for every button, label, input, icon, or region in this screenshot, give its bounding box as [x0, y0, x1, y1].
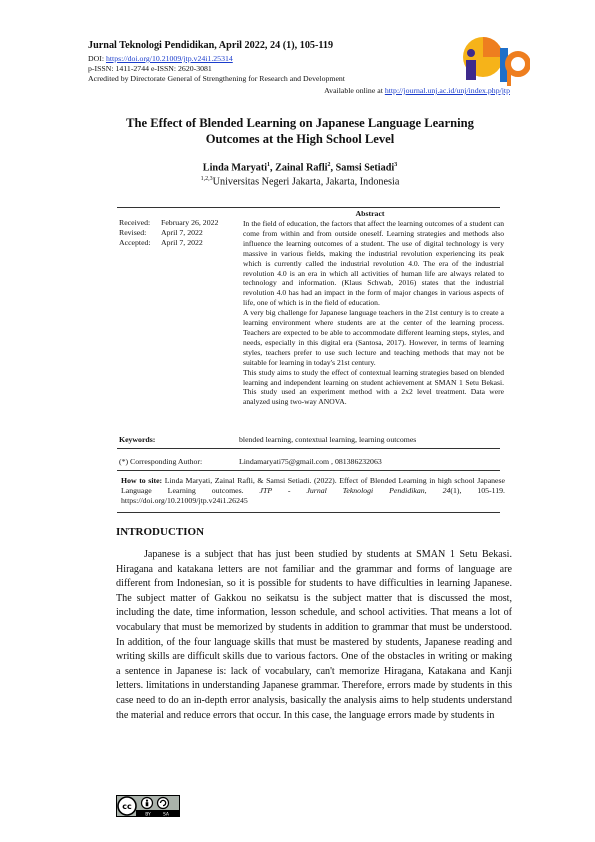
- sa-label: SA: [162, 812, 170, 817]
- attribution-icon-head: [146, 800, 148, 802]
- journal-citation-line: Jurnal Teknologi Pendidikan, April 2022, 24 (1), 105-119: [88, 40, 334, 51]
- date-value: February 26, 2022: [161, 218, 219, 227]
- author-2: Zainal Rafli: [275, 162, 328, 174]
- abstract-paragraph-3: This study aims to study the effect of contextual learning strategies based on blended learning and independent learning on student achievement at SMAN 1 Setu Bekasi. This study used an experiment method with a 2x2 level treatment. Data were analyzed using two-way ANOVA.: [243, 367, 504, 407]
- logo-dot-purple: [467, 49, 475, 57]
- paper-title: [80, 115, 520, 147]
- author-1: Linda Maryati: [202, 162, 268, 174]
- introduction-body: [116, 548, 512, 723]
- paper-title-line-2: Outcomes at the High School Level: [205, 132, 395, 146]
- online-label: Available online at: [324, 86, 385, 95]
- keywords-label: Keywords:: [119, 435, 156, 444]
- affiliation-sup: 1,2,3: [200, 176, 213, 182]
- cite-volume: 24: [442, 486, 451, 495]
- abstract-paragraph-2: A very big challenge for Japanese language teachers in the 21st century is to create a learning environment where students are at the center of the learning process. Teachers are expected to be able to accommodate different learning steps, styles, and needs, especially in this digital era (Santosa, 2017). However, in terms of learning styles, teachers prefer to use such lecture and teaching methods that may not be suitable for learning in today's 21st century.: [243, 308, 504, 367]
- author-1-sup: 1: [267, 162, 271, 168]
- corresponding-author-contact: Lindamaryati75@gmail.com , 081386232063: [239, 457, 382, 466]
- logo-bar-purple: [466, 60, 476, 80]
- date-row-accepted: [119, 238, 218, 248]
- cite-journal: JTP - Jurnal Teknologi Pendidikan: [259, 486, 425, 495]
- cite-text-2: ,: [424, 486, 443, 495]
- date-label: Received:: [119, 218, 151, 227]
- date-label: Revised:: [119, 228, 147, 237]
- abstract-top-rule: [117, 207, 500, 208]
- doi-label: DOI:: [88, 54, 106, 63]
- citation-bottom-rule: [117, 512, 500, 513]
- author-2-sup: 2: [327, 162, 331, 168]
- cite-lead: How to site:: [121, 476, 163, 485]
- accreditation-line: Acredited by Directorate General of Strengthening for Research and Development: [88, 74, 345, 83]
- affiliation-text: Universitas Negeri Jakarta, Jakarta, Indonesia: [212, 176, 400, 188]
- date-row-received: [119, 218, 218, 228]
- introduction-paragraph: Japanese is a subject that has just been studied by students at SMAN 1 Setu Bekasi. Hiragana and katakana letters are not familiar and the grammar and forms of language are different from Indonesian, so it is possible for students to have difficulties in learning Japanese. The subject matter of Gakkou no seikatsu is the subject matter that is discussed the most, including the date, time information, lesson schedule, and school activities. That means a lot of vocabulary that must be memorized by students in addition to grammar that must be understood. In addition, of the four language skills that must be mastered by students, Japanese reading and writing skills are difficult skills due to various factors. One of the obstacles in writing or making a sentence in Japanese is: lack of vocabulary, can't memorize Hiragana, Katakana and Kanji letters. limitations in understanding Japanese grammar. Therefore, errors made by students in this case need to do an in-depth error analysis, basically the analysis aims to help students understand the material and reduce errors that occur. In this case, the language errors made by students in: [116, 549, 512, 721]
- author-sep-2: ,: [330, 162, 336, 174]
- attribution-icon-body: [146, 802, 149, 806]
- issn-line: p-ISSN: 1411-2744 e-ISSN: 2620-3081: [88, 64, 212, 73]
- cite-text-3: (1), 105-119. https://doi.org/10.21009/jtp.v24i1.26245: [121, 486, 506, 505]
- doi-link[interactable]: https://doi.org/10.21009/jtp.v24i1.25314: [105, 54, 233, 63]
- abstract-body: [243, 219, 504, 407]
- article-dates: [119, 218, 218, 248]
- corresponding-rule: [117, 470, 500, 471]
- journal-url-link[interactable]: http://journal.unj.ac.id/unj/index.php/jtp: [384, 86, 510, 95]
- share-alike-icon: [158, 798, 169, 809]
- jtp-logo: [458, 30, 530, 86]
- author-3-sup: 3: [394, 162, 398, 168]
- keywords-value: blended learning, contextual learning, learning outcomes: [239, 435, 417, 444]
- author-3: Samsi Setiadi: [335, 162, 395, 174]
- cc-by-sa-license-badge[interactable]: [116, 795, 180, 817]
- date-value: April 7, 2022: [161, 238, 203, 247]
- abstract-paragraph-1: In the field of education, the factors that affect the learning outcomes of a student can come from within and from outside oneself. Learning strategies and methods also influence the learning outcomes of a student. The use of digital technology is very massive in various fields, making the industrial revolution experiencing its peak which is currently called the industrial revolution 4.0. The era of the industrial revolution 4.0 is an era in which all activities of human life are always related to technology and information. (Klaus Schwab, 2016) states that the industrial revolution 4.0 has had an impact in the form of major changes in various aspects of life, one of which is in the field of education.: [243, 219, 504, 308]
- affiliation: [80, 176, 520, 187]
- cite-text-1: Linda Maryati, Zainal Rafli, & Samsi Setiadi. (2022). Effect of Blended Learning in high school Japanese Language Learning outcomes.: [121, 476, 506, 495]
- date-label: Accepted:: [119, 238, 151, 247]
- author-list: [80, 162, 520, 173]
- author-sep-1: ,: [270, 162, 276, 174]
- date-row-revised: [119, 228, 218, 238]
- paper-title-line-1: The Effect of Blended Learning on Japanese Language Learning: [126, 116, 474, 130]
- corresponding-author-label: (*) Corresponding Author:: [119, 457, 203, 466]
- by-label: BY: [145, 812, 151, 817]
- doi-line: [88, 54, 233, 63]
- cc-icon-label: cc: [122, 802, 132, 811]
- online-availability: [324, 86, 510, 95]
- date-value: April 7, 2022: [161, 228, 203, 237]
- how-to-cite: [121, 476, 505, 506]
- keywords-rule: [117, 448, 500, 449]
- abstract-heading: Abstract: [355, 209, 385, 218]
- license-badge-strip: [136, 810, 179, 816]
- logo-stem-orange: [507, 58, 511, 86]
- section-heading-introduction: INTRODUCTION: [116, 526, 205, 538]
